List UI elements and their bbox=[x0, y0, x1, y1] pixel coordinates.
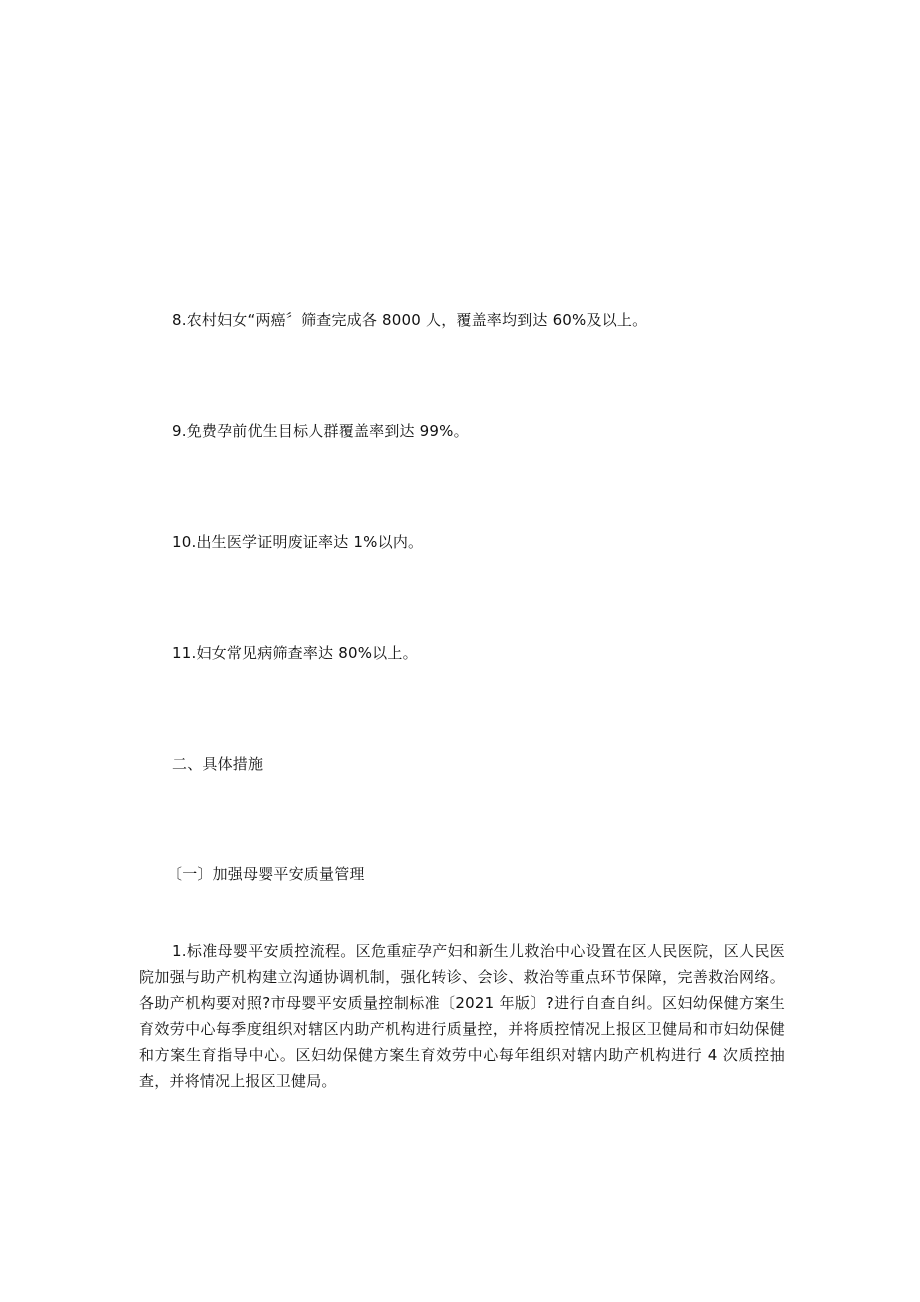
body-paragraph: 1.标准母婴平安质控流程。区危重症孕产妇和新生儿救治中心设置在区人民医院，区人民医院加强与助产机构建立沟通协调机制，强化转诊、会诊、救治等重点环节保障，完善救治网络。各助产机构要对照?市母婴平安质量控制标准〔2021 年版〕?进行自查自纠。区妇幼保健方案生育效劳中心每季度组织对辖区内助产机构进行质量控，并将质控情况上报区卫健局和市妇幼保健和方案生育指导中心。区妇幼保健方案生育效劳中心每年组织对辖内助产机构进行 4 次质控抽查，并将情况上报区卫健局。 bbox=[139, 942, 785, 1090]
target-item-11: 11.妇女常见病筛查率达 80%以上。 bbox=[172, 644, 418, 662]
section-heading: 二、具体措施 bbox=[172, 755, 264, 773]
target-item-8: 8.农村妇女“两癌〞筛查完成各 8000 人，覆盖率均到达 60%及以上。 bbox=[172, 311, 648, 329]
target-item-9: 9.免费孕前优生目标人群覆盖率到达 99%。 bbox=[172, 422, 469, 440]
target-item-10: 10.出生医学证明废证率达 1%以内。 bbox=[172, 533, 424, 551]
subsection-heading: 〔一〕加强母婴平安质量管理 bbox=[167, 865, 365, 883]
